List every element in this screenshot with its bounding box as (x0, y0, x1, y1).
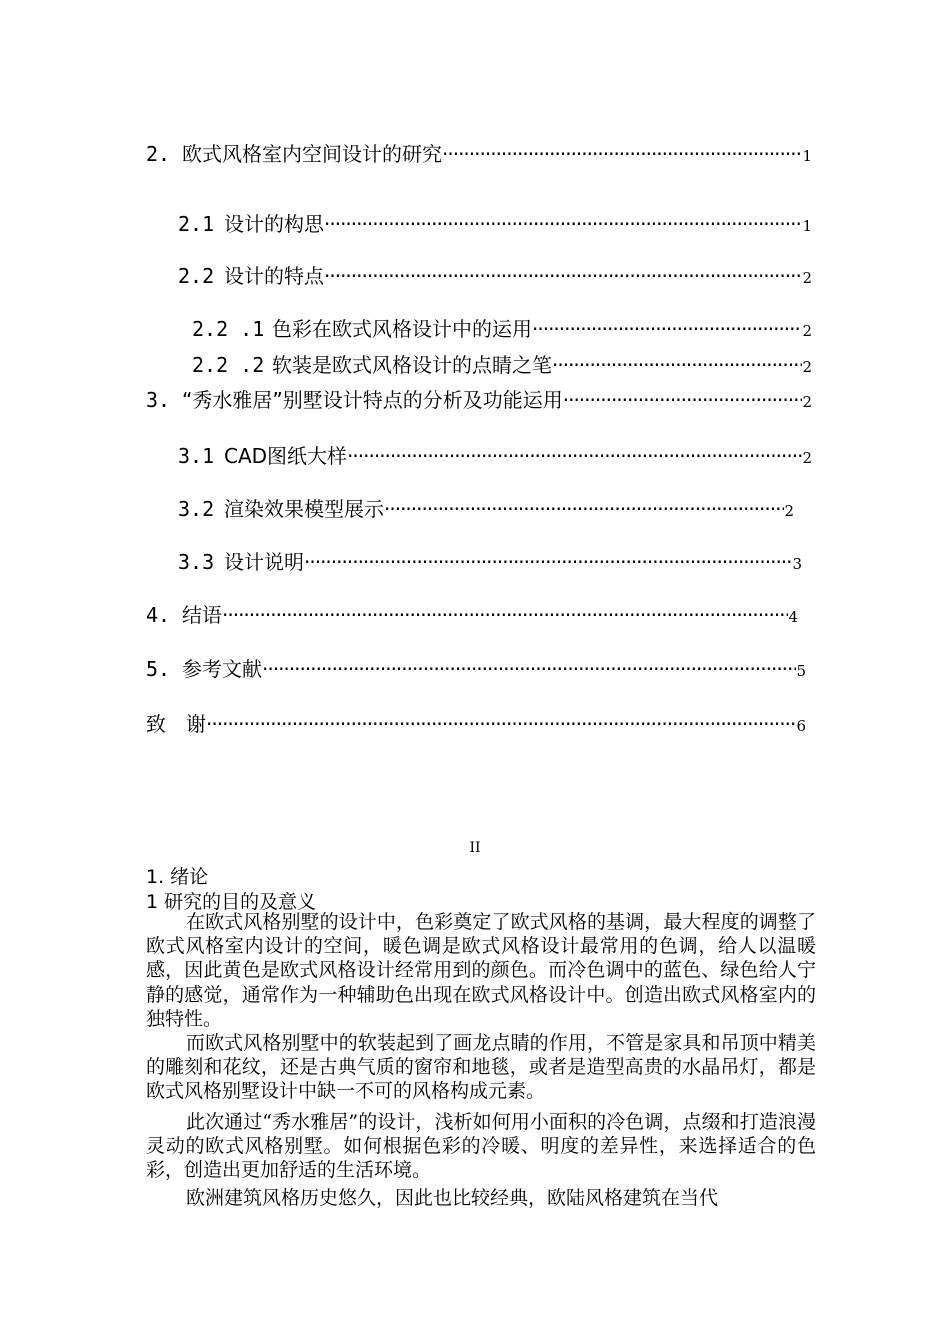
toc-number: 5. (146, 657, 171, 681)
toc-leader-dots (442, 142, 802, 166)
toc-entry[interactable] (146, 138, 812, 167)
toc-entry[interactable] (178, 260, 812, 289)
toc-page-number: 2 (802, 322, 812, 340)
toc-leader-dots (552, 353, 802, 377)
toc-page-number: 3 (792, 555, 802, 573)
toc-title: 设计说明 (224, 550, 304, 574)
toc-title: 渲染效果模型展示 (224, 497, 384, 521)
toc-leader-dots (563, 388, 803, 412)
toc-entry[interactable] (146, 599, 798, 628)
toc-page-number: 2 (802, 358, 812, 376)
toc-number: 3.2 (178, 497, 215, 521)
toc-leader-dots (384, 497, 784, 521)
toc-page-number: 6 (796, 717, 806, 735)
toc-number: 4. (146, 603, 171, 627)
toc-title: 欧式风格室内空间设计的研究 (182, 142, 442, 166)
toc-number: 2.2 (178, 264, 215, 288)
toc-number: 2. (146, 142, 171, 166)
toc-number: 2.2 .1 (192, 317, 265, 341)
toc-number: 2.1 (178, 212, 215, 236)
toc-leader-dots (324, 212, 802, 236)
toc-leader-dots (347, 444, 802, 468)
toc-entry[interactable] (178, 208, 812, 237)
toc-entry[interactable] (146, 708, 806, 737)
toc-number: 3. (146, 388, 171, 412)
toc-entry[interactable] (146, 384, 812, 413)
toc-title: “秀水雅居”别墅设计特点的分析及功能运用 (182, 388, 563, 412)
toc-number: 3.3 (178, 550, 215, 574)
chapter-heading: 1. 绪论 (146, 866, 209, 888)
toc-page-number: 2 (802, 393, 812, 411)
toc-number: 2.2 .2 (192, 353, 265, 377)
body-paragraph: 而欧式风格别墅中的软装起到了画龙点睛的作用，不管是家具和吊顶中精美的雕刻和花纹，还是古典气质的窗帘和地毯，或者是造型高贵的水晶吊灯，都是欧式风格别墅设计中缺一不可的风格构成元素。 (146, 1032, 816, 1103)
toc-page-number: 4 (788, 608, 798, 626)
toc-page-number: 2 (784, 502, 794, 520)
section-heading: 1 研究的目的及意义 (146, 891, 317, 913)
toc-entry[interactable] (192, 313, 812, 342)
toc-entry[interactable] (178, 493, 794, 522)
toc-page-number: 2 (802, 269, 812, 287)
toc-entry[interactable] (192, 349, 812, 378)
toc-title: 色彩在欧式风格设计中的运用 (272, 317, 532, 341)
toc-title: 参考文献 (182, 657, 262, 681)
toc-page-number: 2 (802, 449, 812, 467)
toc-leader-dots (304, 550, 792, 574)
toc-title: 软装是欧式风格设计的点睛之笔 (272, 353, 552, 377)
toc-title: 致 谢 (146, 712, 206, 736)
toc-title: 设计的构思 (224, 212, 324, 236)
page-number: II (469, 840, 481, 856)
body-paragraph: 在欧式风格别墅的设计中，色彩奠定了欧式风格的基调，最大程度的调整了欧式风格室内设计的空间，暖色调是欧式风格设计最常用的色调，给人以温暖感，因此黄色是欧式风格设计经常用到的颜色。而冷色调中的蓝色、绿色给人宁静的感觉，通常作为一种辅助色出现在欧式风格设计中。创造出欧式风格室内的独特性。 (146, 911, 816, 1030)
toc-page-number: 1 (802, 217, 812, 235)
toc-leader-dots (262, 657, 796, 681)
toc-page-number: 5 (796, 662, 806, 680)
toc-leader-dots (222, 603, 788, 627)
toc-leader-dots (206, 712, 796, 736)
toc-page-number: 1 (802, 147, 812, 165)
body-paragraph: 此次通过“秀水雅居”的设计，浅析如何用小面积的冷色调，点缀和打造浪漫灵动的欧式风格别墅。如何根据色彩的冷暖、明度的差异性，来选择适合的色彩，创造出更加舒适的生活环境。 (146, 1111, 816, 1182)
toc-title: 结语 (182, 603, 222, 627)
toc-number: 3.1 (178, 444, 215, 468)
body-paragraph: 欧洲建筑风格历史悠久，因此也比较经典，欧陆风格建筑在当代 (186, 1187, 719, 1209)
toc-entry[interactable] (178, 546, 802, 575)
toc-entry[interactable] (178, 440, 812, 469)
toc-leader-dots (532, 317, 802, 341)
toc-entry[interactable] (146, 653, 806, 682)
toc-leader-dots (324, 264, 802, 288)
toc-title: CAD图纸大样 (224, 444, 348, 468)
toc-title: 设计的特点 (224, 264, 324, 288)
